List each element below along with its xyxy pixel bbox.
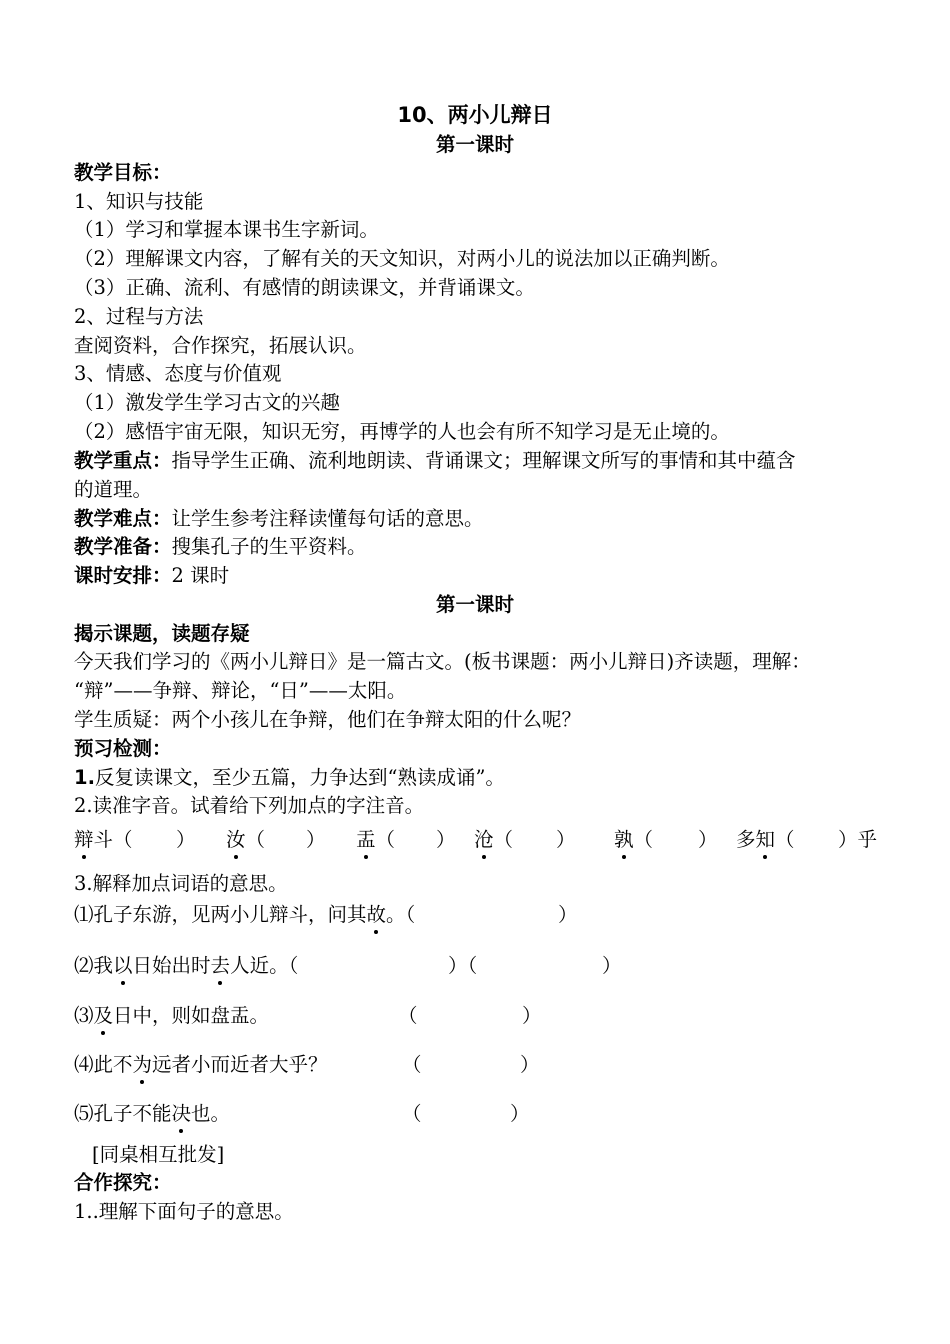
q-text: 日始出时 [132,954,211,977]
pinyin-close-3: ） [436,828,456,851]
goals-heading: 教学目标： [74,161,172,184]
q-text: ⑶ [74,1004,94,1027]
dotted-char: 沧 [474,828,494,851]
answer-close: ） [558,903,578,926]
goal-3: 3、情感、态度与价值观 [74,362,282,385]
goal-2-text: 查阅资料，合作探究，拓展认识。 [74,334,367,357]
sched-label: 课时安排： [74,564,172,587]
question-4 [0,1052,950,1082]
key-text: 指导学生正确、流利地朗读、背诵课文；理解课文所写的事情和其中蕴含 [171,449,796,472]
dotted-char: 去 [210,954,231,977]
q-text: ⑵我 [74,954,114,977]
prep-text: 搜集孔子的生平资料。 [171,535,367,558]
answer-open: （ [402,1102,422,1125]
lesson-heading: 第一课时 [435,593,514,616]
goal-1-3: （3）正确、流利、有感情的朗读课文，并背诵课文。 [74,276,535,299]
preview-item-2: 2.读准字音。试着给下列加点的字注音。 [74,794,425,817]
sched-text: 2 课时 [171,564,230,587]
dotted-char: 辩 [74,828,94,851]
pinyin-open: （ [633,828,654,851]
q-text: ⑷此不 [74,1053,133,1076]
goal-2: 2、过程与方法 [74,305,204,328]
preview-1-text: 反复读课文，至少五篇，力争达到“熟读成诵”。 [94,766,505,789]
pinyin-close-4: ） [556,828,576,851]
schedule [74,563,229,589]
question-2 [0,953,950,983]
key-points [74,448,796,474]
dotted-char: 汝 [226,828,246,851]
pinyin-item-5 [614,827,653,853]
answer-close: ） [510,1102,530,1125]
preview-1-number: 1. [74,766,95,789]
goal-1: 1、知识与技能 [74,190,204,213]
diff-text: 让学生参考注释读懂每句话的意思。 [171,507,484,530]
preview-heading: 预习检测： [74,737,172,760]
pinyin-open: 斗（ [93,828,133,851]
q-text: 远者小而近者大乎？ [152,1053,328,1076]
preview-item-3: 3.解释加点词语的意思。 [74,872,288,895]
q-text: ⑴孔子东游，见两小儿辩斗，问其 [74,903,367,926]
question-5 [0,1101,950,1131]
coop-item-1: 1..理解下面句子的意思。 [74,1200,294,1223]
question-2-text [74,953,298,979]
pinyin-item-6 [736,827,795,853]
pinyin-open: （ [375,828,396,851]
key-label: 教学重点： [74,449,172,472]
q-text: 日中，则如盘盂。 [113,1004,270,1027]
key-text-cont: 的道理。 [74,478,153,501]
answer-close: ） [522,1004,542,1027]
dotted-char: 知 [755,828,776,851]
pinyin-row [0,827,950,857]
answer-open: （ [402,1053,422,1076]
document-subtitle: 第一课时 [435,133,514,156]
document-title: 10、两小儿辩日 [397,103,553,127]
goal-3-2: （2）感悟宇宙无限，知识无穷，再博学的人也会有所不知学习是无止境的。 [74,420,730,443]
pinyin-open: （ [493,828,514,851]
question-5-text [74,1101,230,1127]
question-4-text [74,1052,328,1078]
pinyin-item-3 [356,827,395,853]
difficulty [74,506,484,532]
pinyin-item-4 [474,827,513,853]
reveal-paragraph-3: 学生质疑：两个小孩儿在争辩，他们在争辩太阳的什么呢？ [74,708,582,731]
dotted-char: 决 [171,1102,192,1125]
preparation [74,534,367,560]
reveal-paragraph-1: 今天我们学习的《两小儿辩日》是一篇古文。(板书课题：两小儿辩日)齐读题，理解： [74,650,811,673]
pinyin-close-6: ）乎 [838,828,878,851]
dotted-char: 以 [113,954,133,977]
answer-close-open: ）（ [448,954,478,977]
q-text: 也。 [191,1102,231,1125]
question-3 [0,1003,950,1033]
peer-review-note: [同桌相互批发] [92,1143,225,1166]
pinyin-item-2 [226,827,265,853]
q-text: ⑸孔子不能 [74,1102,172,1125]
dotted-char: 故 [366,903,387,926]
dotted-char: 及 [93,1004,114,1027]
goal-3-1: （1）激发学生学习古文的兴趣 [74,391,340,414]
dotted-char: 孰 [614,828,634,851]
question-3-text [74,1003,269,1029]
dotted-char: 为 [132,1053,153,1076]
pinyin-close-2: ） [306,828,326,851]
pinyin-open: （ [245,828,266,851]
preview-item-1 [74,765,505,791]
reveal-heading: 揭示课题，读题存疑 [74,622,250,645]
dotted-char: 盂 [356,828,376,851]
answer-close: ） [602,954,622,977]
answer-close: ） [520,1053,540,1076]
diff-label: 教学难点： [74,507,172,530]
q-text: 。（ [386,903,416,926]
prep-label: 教学准备： [74,535,172,558]
reveal-paragraph-2: “辩”——争辩、辩论，“日”——太阳。 [74,679,407,702]
pinyin-open: （ [775,828,795,851]
goal-1-1: （1）学习和掌握本课书生字新词。 [74,218,379,241]
pinyin-item-1 [74,827,133,853]
pinyin-close-5: ） [698,828,718,851]
goal-1-2: （2）理解课文内容，了解有关的天文知识，对两小儿的说法加以正确判断。 [74,247,730,270]
q-text: 人近。（ [230,954,299,977]
coop-heading: 合作探究： [74,1171,172,1194]
answer-open: （ [398,1004,418,1027]
plain-char: 多 [736,828,756,851]
question-1-text [74,902,415,928]
pinyin-close-1: ） [176,828,196,851]
question-1 [0,902,950,932]
